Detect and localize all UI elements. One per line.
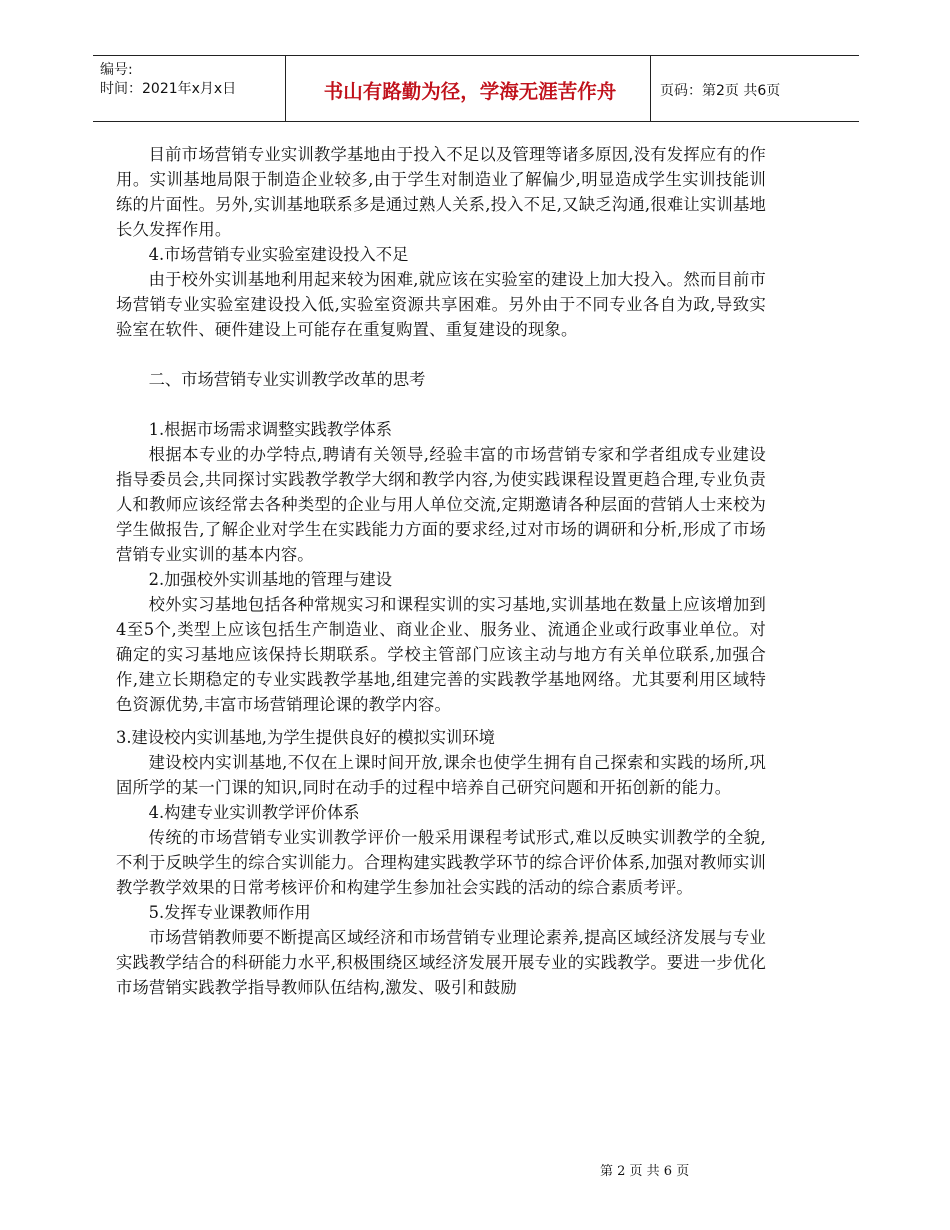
header-top-rule <box>93 55 859 56</box>
subsection-heading: 5.发挥专业课教师作用 <box>148 903 311 922</box>
paragraph: 由于校外实训基地利用起来较为困难,就应该在实验室的建设上加大投入。然而目前市场营销专业实验室建设投入低,实验室资源共享困难。另外由于不同专业各自为政,导致实验室在软件、硬件建设上可能存在重复购置、重复建设的现象。 <box>116 270 766 339</box>
document-body <box>116 142 766 1000</box>
motto-banner: 书山有路勤为径，学海无涯苦作舟 <box>323 80 617 103</box>
header-page-label: 页码：第2页 共6页 <box>660 83 781 99</box>
paragraph: 市场营销教师要不断提高区域经济和市场营销专业理论素养,提高区域经济发展与专业实践教学结合的科研能力水平,积极围绕区域经济发展开展专业的实践教学。要进一步优化市场营销实践教学指导教师队伍结构,激发、吸引和鼓励 <box>116 928 766 997</box>
header-divider-right <box>650 55 651 121</box>
subsection-heading: 4.市场营销专业实验室建设投入不足 <box>148 245 409 264</box>
paragraph: 建设校内实训基地,不仅在上课时间开放,课余也使学生拥有自己探索和实践的场所,巩固所学的某一门课的知识,同时在动手的过程中培养自己研究问题和开拓创新的能力。 <box>116 753 766 797</box>
section-heading: 二、市场营销专业实训教学改革的思考 <box>148 370 426 389</box>
footer-page-number: 第 2 页 共 6 页 <box>600 1164 690 1179</box>
header-divider-left <box>285 55 286 121</box>
subsection-heading: 1.根据市场需求调整实践教学体系 <box>148 420 393 439</box>
paragraph: 目前市场营销专业实训教学基地由于投入不足以及管理等诸多原因,没有发挥应有的作用。实训基地局限于制造企业较多,由于学生对制造业了解偏少,明显造成学生实训技能训练的片面性。另外,实训基地联系多是通过熟人关系,投入不足,又缺乏沟通,很难让实训基地长久发挥作用。 <box>116 145 766 239</box>
paragraph: 校外实习基地包括各种常规实习和课程实训的实习基地,实训基地在数量上应该增加到4至5个,类型上应该包括生产制造业、商业企业、服务业、流通企业或行政事业单位。对确定的实习基地应该保持长期联系。学校主管部门应该主动与地方有关单位联系,加强合作,建立长期稳定的专业实践教学基地,组建完善的实践教学基地网络。尤其要利用区域特色资源优势,丰富市场营销理论课的教学内容。 <box>116 595 766 714</box>
time-label: 时间：2021年x月x日 <box>100 81 237 97</box>
subsection-heading: 3.建设校内实训基地,为学生提供良好的模拟实训环境 <box>116 728 495 747</box>
paragraph: 传统的市场营销专业实训教学评价一般采用课程考试形式,难以反映实训教学的全貌,不利于反映学生的综合实训能力。合理构建实践教学环节的综合评价体系,加强对教师实训教学教学效果的日常考核评价和构建学生参加社会实践的活动的综合素质考评。 <box>116 828 766 897</box>
header-bottom-rule <box>93 121 859 122</box>
subsection-heading: 4.构建专业实训教学评价体系 <box>148 803 360 822</box>
paragraph: 根据本专业的办学特点,聘请有关领导,经验丰富的市场营销专家和学者组成专业建设指导委员会,共同探讨实践教学教学大纲和教学内容,为使实践课程设置更趋合理,专业负责人和教师应该经常去各种类型的企业与用人单位交流,定期邀请各种层面的营销人士来校为学生做报告,了解企业对学生在实践能力方面的要求经,过对市场的调研和分析,形成了市场营销专业实训的基本内容。 <box>116 445 766 564</box>
serial-label: 编号: <box>100 62 133 78</box>
subsection-heading: 2.加强校外实训基地的管理与建设 <box>148 570 393 589</box>
